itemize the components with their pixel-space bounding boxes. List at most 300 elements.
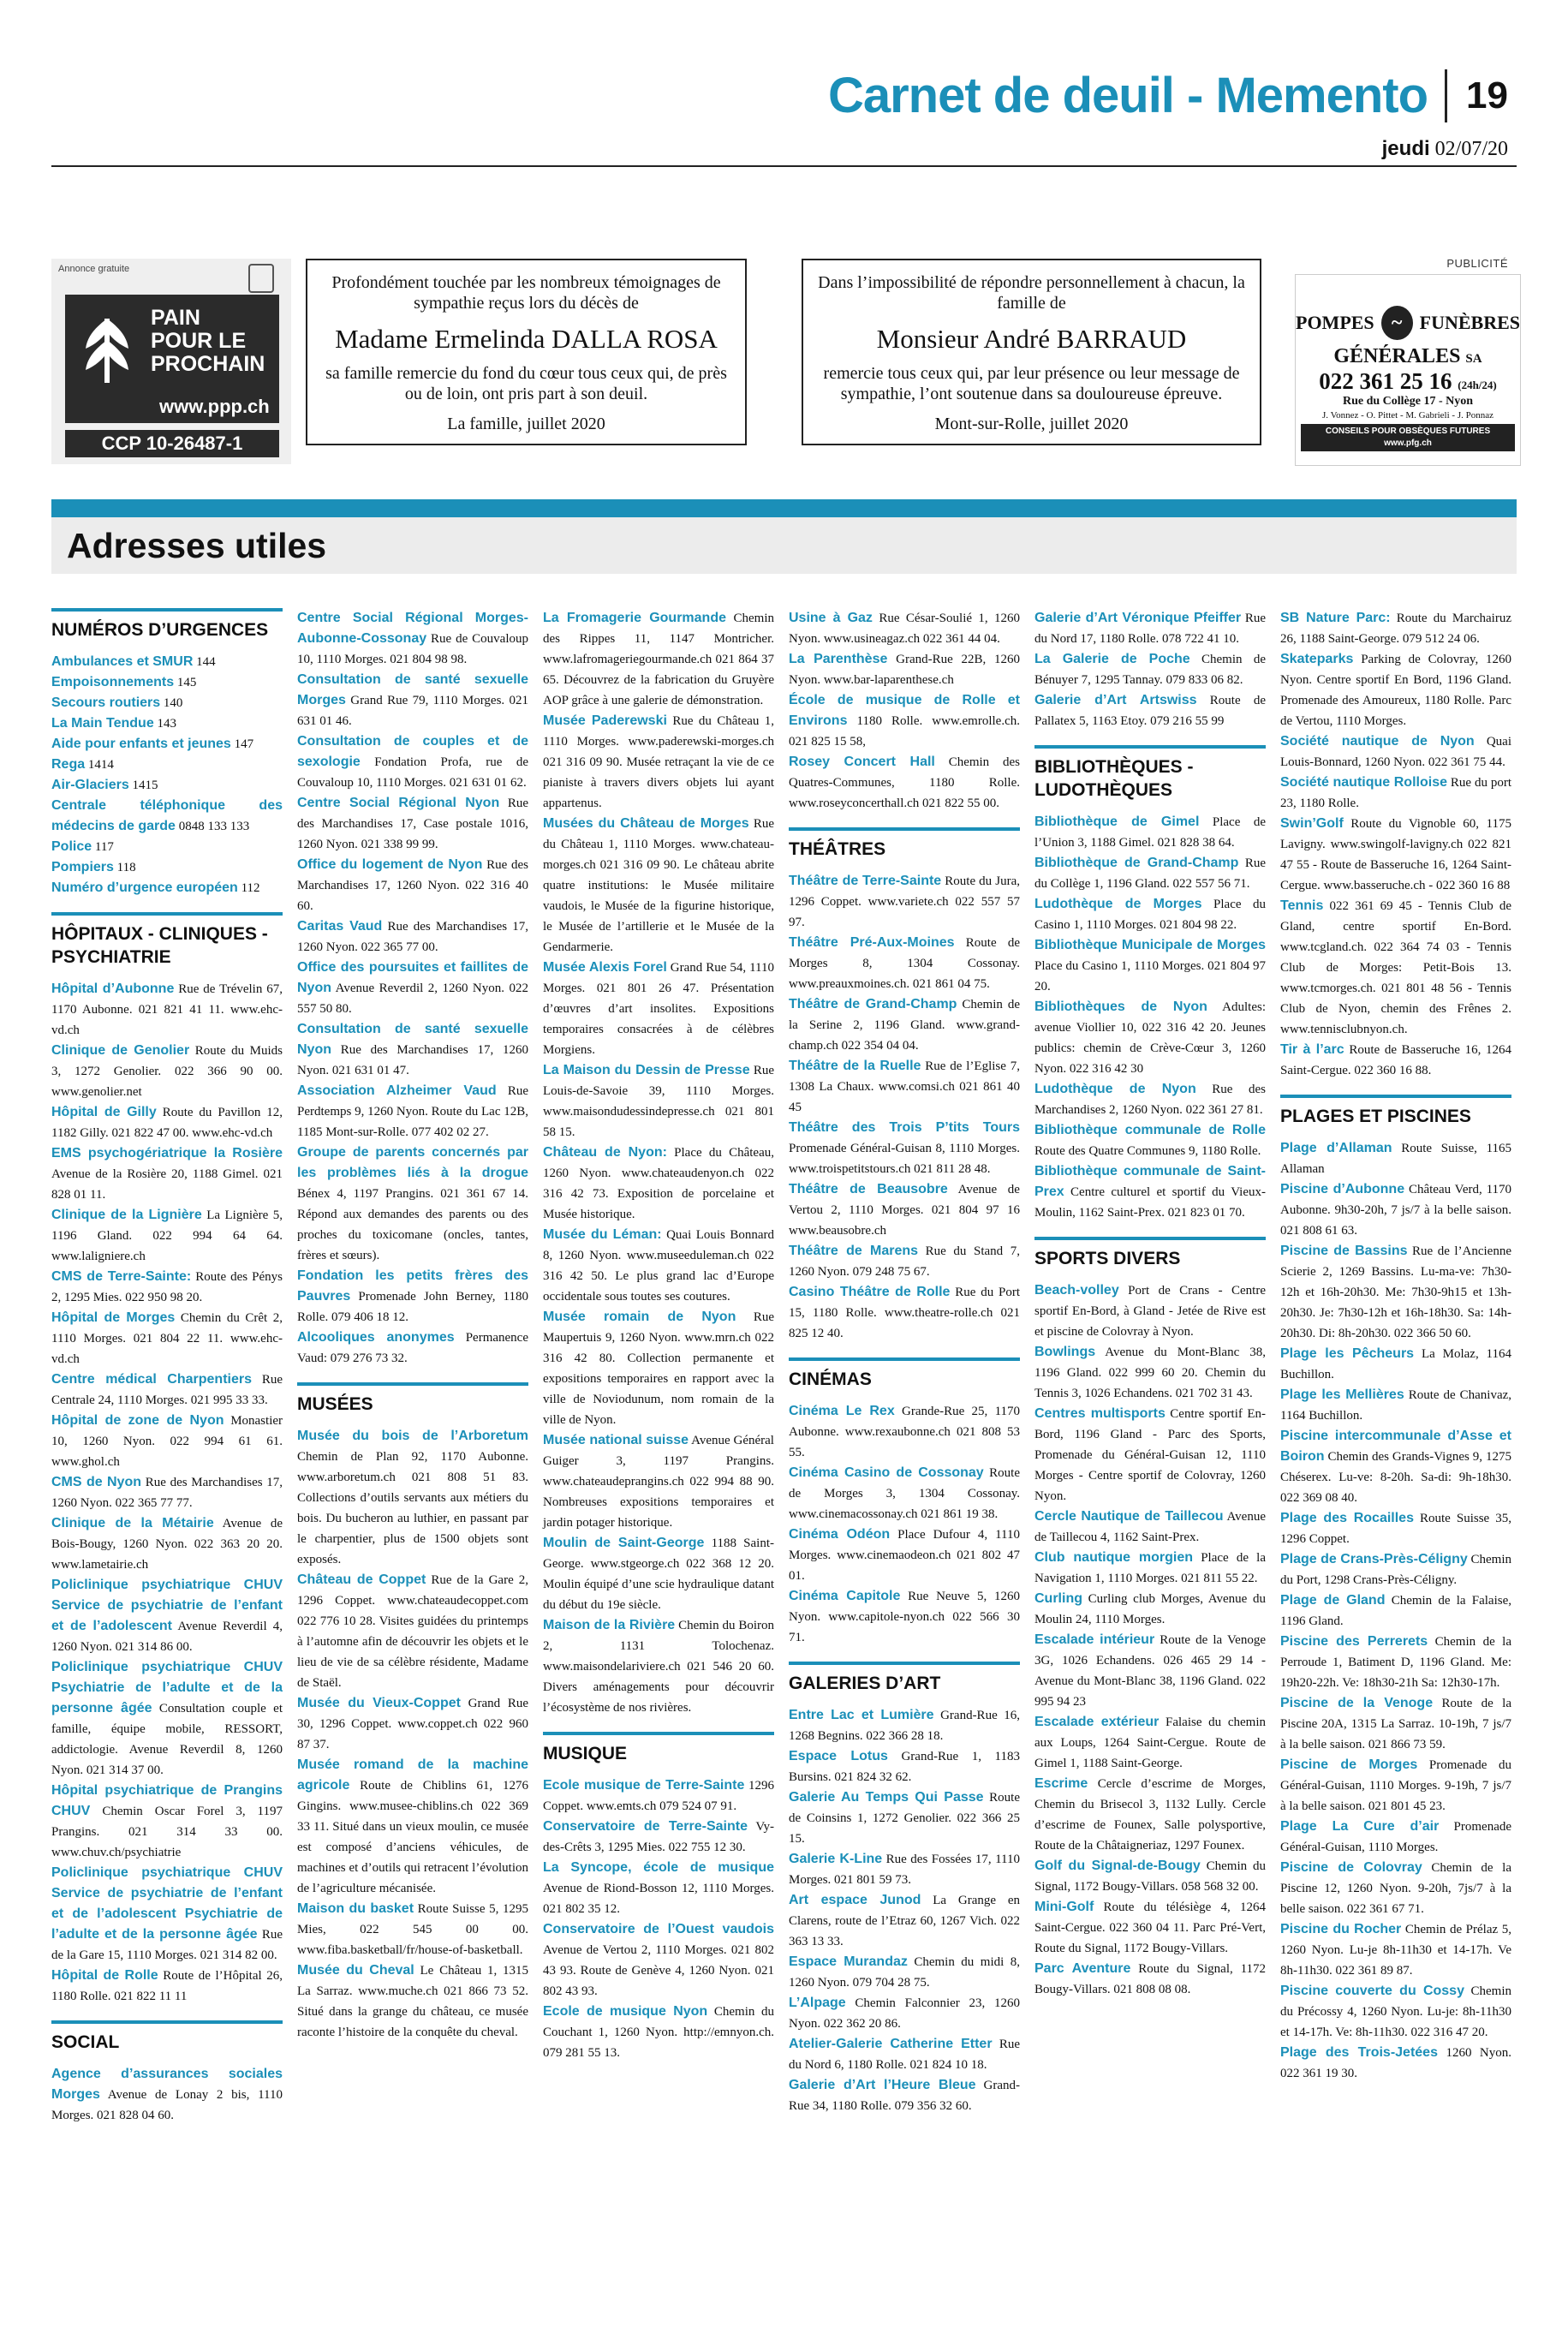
entry-name: Bowlings: [1034, 1345, 1096, 1359]
entry-name: Ludothèque de Morges: [1034, 897, 1202, 911]
address-entry: [1034, 1280, 1266, 1342]
address-entry: [789, 690, 1020, 752]
page-number: 19: [1466, 74, 1508, 116]
entry-name: Cercle Nautique de Taillecou: [1034, 1509, 1224, 1524]
entry-details: Port de Crans - Centre sportif En-Bord, à Gland - Jetée de Rive est et piscine de Colovray à Nyon.: [1034, 1284, 1267, 1339]
entry-name: SB Nature Parc:: [1280, 611, 1391, 625]
notice-name: Madame Ermelinda DALLA ROSA: [335, 324, 718, 354]
address-entry: [543, 1533, 774, 1615]
entry-details: Chemin de la Falaise, 1196 Gland.: [1280, 1594, 1511, 1628]
address-entry: [1280, 1919, 1511, 1981]
address-entry: [543, 1430, 774, 1533]
section-title: Adresses utiles: [51, 517, 1517, 574]
section-heading: MUSIQUE: [543, 1732, 774, 1765]
address-entry: [1034, 812, 1266, 853]
section-heading: THÉÂTRES: [789, 827, 1020, 861]
entry-details: Cercle d’escrime de Morges, Chemin du Brisecol 3, 1132 Lully. Cercle d’escrime de Founex, Salle polysportive, Route de la Châtaigneriaz, 1297 Founex.: [1034, 1777, 1266, 1853]
dateline: [1382, 137, 1508, 161]
dove-logo-icon: ~: [1381, 306, 1413, 340]
entry-details: Fondation Profa, rue de Couvaloup 10, 1110 Morges. 021 631 01 62.: [297, 755, 528, 790]
entry-name: Musée du Cheval: [297, 1963, 414, 1978]
address-entry: [789, 752, 1020, 814]
column-1: [51, 608, 283, 2295]
entry-name: Centrale téléphonique des médecins de garde: [51, 798, 283, 833]
entry-name: Escrime: [1034, 1776, 1088, 1791]
entry-details: Chemin Oscar Forel 3, 1197 Prangins. 021 314 33 00. www.chuv.ch/psychiatrie: [51, 1805, 283, 1859]
entry-details: Avenue Général Guiger 3, 1197 Prangins. www.chateaudeprangins.ch 022 994 88 90. Nombreuses expositions temporaires et jardin potager historique.: [543, 1434, 774, 1530]
address-entry: [789, 1746, 1020, 1787]
entry-name: Centre Social Régional Morges-Aubonne-Cossonay: [297, 611, 528, 646]
entry-name: Plage d’Allaman: [1280, 1141, 1392, 1155]
entry-details: Place de la Navigation 1, 1110 Morges. 021 811 55 22.: [1034, 1551, 1267, 1585]
address-entry: [1034, 1161, 1266, 1223]
entry-name: Château de Coppet: [297, 1572, 426, 1587]
entry-name: Cinéma Le Rex: [789, 1404, 895, 1418]
address-entry: [1280, 1549, 1511, 1590]
address-entry: [51, 1143, 283, 1205]
address-entry: [297, 958, 528, 1019]
column-3: [543, 608, 774, 2295]
date-day: jeudi: [1381, 137, 1430, 160]
entry-name: Cinéma Capitole: [789, 1589, 901, 1603]
entry-details: Château Verd, 1170 Aubonne. 9h30-20h, 7 js/7 à la belle saison. 021 808 61 63.: [1280, 1183, 1512, 1238]
entry-details: Route de Morges 3, 1304 Cossonay. www.cinemacossonay.ch 021 861 19 38.: [789, 1466, 1020, 1521]
ad-pompes-funebres: [1295, 274, 1521, 466]
entry-details: Rue de l’Eglise 7, 1308 La Chaux. www.comsi.ch 021 861 40 45: [789, 1059, 1020, 1114]
address-entry: [1280, 1040, 1511, 1081]
publicite-label: PUBLICITÉ: [1446, 257, 1508, 270]
address-entry: [51, 2064, 283, 2126]
address-entry: [543, 1143, 774, 1225]
address-entry: [51, 1205, 283, 1267]
entry-name: Clinique de Genolier: [51, 1043, 190, 1058]
address-entry: [789, 649, 1020, 690]
entry-details: Chemin des Grands-Vignes 9, 1275 Chéserex. Lu-ve: 8-20h. Sa-di: 9h-18h30. 022 369 08 40.: [1280, 1450, 1512, 1505]
entry-details: 143: [157, 717, 176, 731]
entry-name: Aide pour enfants et jeunes: [51, 737, 231, 751]
annonce-gratuite-label: Annonce gratuite: [58, 264, 130, 274]
entry-details: Vy-des-Crêts 3, 1295 Mies. 022 755 12 30.: [543, 1820, 774, 1854]
address-entry: [297, 1755, 528, 1899]
entry-name: Moulin de Saint-George: [543, 1536, 705, 1550]
entry-name: Pompiers: [51, 860, 114, 874]
entry-details: Quai Louis Bonnard 8, 1260 Nyon. www.museeduleman.ch 022 316 42 50. Le plus grand lac d’Europe occidentale sous toutes ses coutures.: [543, 1228, 775, 1304]
address-entry: [543, 1919, 774, 2002]
entry-details: Chemin du Précossy 4, 1260 Nyon. Lu-je: 8h-11h30 et 14-17h. Ve: 8h-11h30. 022 316 47 20.: [1280, 1984, 1511, 2039]
entry-details: Route Suisse 35, 1296 Coppet.: [1280, 1512, 1511, 1546]
address-entry: [51, 1308, 283, 1369]
entry-name: Policlinique psychiatrique CHUV Psychiatrie de l’adulte et de la personne âgée: [51, 1660, 283, 1715]
ppp-url: www.ppp.ch: [159, 396, 270, 417]
entry-details: Avenue de Riond-Bosson 12, 1110 Morges. 021 802 35 12.: [543, 1882, 774, 1916]
date: 02/07/20: [1434, 138, 1508, 160]
pf-sa: SA: [1465, 352, 1482, 366]
entry-name: Galerie d’Art Véronique Pfeiffer: [1034, 611, 1242, 625]
address-entry: [51, 1863, 283, 1966]
entry-details: Chemin de Bénuyer 7, 1295 Tannay. 079 833 06 82.: [1034, 653, 1266, 687]
pf-phone-note: (24h/24): [1458, 379, 1497, 391]
entry-name: La Parenthèse: [789, 652, 888, 666]
address-entry: [1034, 1959, 1266, 2000]
entry-details: Route de Chiblins 61, 1276 Gingins. www.musee-chiblins.ch 022 369 33 11. Situé dans un vieux moulin, ce musée est composé d’anciens véhicules, de machines et d’outils qui retracent l’évolution de l’agriculture mécanisée.: [297, 1779, 528, 1895]
address-entry: [1034, 1897, 1266, 1959]
header-rule: [51, 165, 1517, 167]
address-entry: [1034, 894, 1266, 935]
entry-name: Piscine d’Aubonne: [1280, 1182, 1405, 1196]
address-entry: [1034, 997, 1266, 1079]
entry-name: Théâtre de Terre-Sainte: [789, 874, 942, 888]
notice-signature: Mont-sur-Rolle, juillet 2020: [934, 415, 1129, 433]
entry-details: Curling club Morges, Avenue du Moulin 24, 1110 Morges.: [1034, 1592, 1266, 1626]
entry-details: La Lignière 5, 1196 Gland. 022 994 64 64. www.laligniere.ch: [51, 1208, 283, 1263]
entry-details: Rue Neuve 5, 1260 Nyon. www.capitole-nyon.ch 022 566 30 71.: [789, 1590, 1020, 1644]
address-entry: [1034, 690, 1266, 731]
address-entry: [297, 1899, 528, 1960]
section-heading: HÔPITAUX - CLINIQUES - PSYCHIATRIE: [51, 912, 283, 969]
address-entry: [51, 1041, 283, 1102]
entry-name: Galerie K-Line: [789, 1852, 883, 1866]
entry-details: Chemin des Rippes 11, 1147 Montricher. www.lafromageriegourmande.ch 021 864 37 65. Découvrez de la fabrication du Gruyère AOP grâce à une galerie de démonstration.: [543, 612, 774, 707]
address-entry: [51, 878, 283, 898]
entry-name: Théâtre de la Ruelle: [789, 1059, 921, 1073]
entry-details: Chemin du midi 8, 1260 Nyon. 079 704 28 75.: [789, 1955, 1020, 1990]
entry-details: 147: [234, 737, 254, 751]
entry-name: Police: [51, 839, 92, 854]
pf-band-text: CONSEILS POUR OBSÈQUES FUTURES: [1325, 427, 1491, 436]
entry-details: Promenade du Général-Guisan, 1110 Morges. 9-19h, 7 js/7 à la belle saison. 021 801 45 23.: [1280, 1758, 1511, 1813]
entry-details: Route de Morges 8, 1304 Cossonay. www.preauxmoines.ch. 021 861 04 75.: [789, 936, 1020, 991]
notice-body: sa famille remercie du fond du cœur tous ceux qui, de près ou de loin, ont pris part à son deuil.: [325, 364, 727, 403]
entry-details: Centre culturel et sportif du Vieux-Moulin, 1162 Saint-Prex. 021 823 01 70.: [1034, 1185, 1267, 1220]
address-entry: [789, 1524, 1020, 1586]
address-entry: [1280, 773, 1511, 814]
entry-details: Rue du Stand 7, 1260 Nyon. 079 248 75 67.: [789, 1244, 1020, 1279]
entry-name: Consultation de santé sexuelle Morges: [297, 672, 528, 707]
entry-name: Plage les Pêcheurs: [1280, 1346, 1415, 1361]
entry-name: Maison de la Rivière: [543, 1618, 676, 1632]
notice-signature: La famille, juillet 2020: [447, 415, 605, 433]
address-entry: [1280, 1138, 1511, 1179]
address-entry: [1280, 1632, 1511, 1693]
entry-details: Route de la Piscine 20A, 1315 La Sarraz. 10-19h, 7 js/7 à la belle saison. 021 866 73 59.: [1280, 1697, 1511, 1751]
address-entry: [789, 871, 1020, 933]
entry-details: Route du Marchairuz 26, 1188 Saint-George. 079 512 24 06.: [1280, 612, 1511, 646]
entry-name: Numéro d’urgence européen: [51, 880, 238, 895]
pf-header: [1296, 306, 1520, 340]
address-entry: [1034, 1630, 1266, 1712]
section-accent-bar: [51, 499, 1517, 518]
entry-name: Plage de Gland: [1280, 1593, 1386, 1608]
entry-name: Théâtre Pré-Aux-Moines: [789, 935, 955, 950]
entry-name: Policlinique psychiatrique CHUV Service de psychiatrie de l’enfant et de l’adolescent Psychiatrie de l’adulte et de la personne âgée: [51, 1865, 283, 1942]
address-entry: [789, 1241, 1020, 1282]
pf-generales: [1296, 345, 1520, 368]
notice-name: Monsieur André BARRAUD: [876, 324, 1187, 354]
entry-name: Musée national suisse: [543, 1433, 689, 1447]
entry-name: Tennis: [1280, 898, 1324, 913]
entry-name: Piscine intercommunale d’Asse et Boiron: [1280, 1429, 1511, 1464]
entry-name: Usine à Gaz: [789, 611, 873, 625]
entry-name: Hôpital de Rolle: [51, 1968, 158, 1983]
entry-details: Rue de Trévelin 67, 1170 Aubonne. 021 821 41 11. www.ehc-vd.ch: [51, 982, 283, 1037]
address-entry: [51, 1513, 283, 1575]
entry-details: Rue des Marchandises 17, 1260 Nyon. 022 316 40 60.: [297, 858, 528, 913]
entry-details: Chemin du Boiron 2, 1131 Tolochenaz. www.maisondelariviere.ch 021 546 20 60. Divers aménagements pour découvrir l’écosystème de nos rivières.: [543, 1619, 774, 1715]
entry-name: Plage La Cure d’air: [1280, 1819, 1440, 1834]
address-entry: [1034, 608, 1266, 649]
address-entry: [543, 814, 774, 958]
entry-details: Rue de la Gare 2, 1296 Coppet. www.chateaudecoppet.com 022 776 10 28. Visites guidées du printemps à l’automne afin de découvrir les objets et le lieu de vie de sa célèbre résidente, Madame de Staël.: [297, 1573, 529, 1690]
entry-details: Grand Rue 30, 1296 Coppet. www.coppet.ch 022 960 87 37.: [297, 1697, 528, 1751]
entry-name: Musée Alexis Forel: [543, 960, 667, 975]
entry-details: Chemin du Port, 1298 Crans-Près-Céligny.: [1280, 1553, 1511, 1587]
entry-name: Bibliothèque de Grand-Champ: [1034, 856, 1239, 870]
entry-name: Bibliothèque Municipale de Morges: [1034, 938, 1266, 952]
entry-details: Rue Perdtemps 9, 1260 Nyon. Route du Lac 12B, 1185 Mont-sur-Rolle. 077 402 02 27.: [297, 1084, 529, 1139]
entry-details: La Molaz, 1164 Buchillon.: [1280, 1347, 1511, 1381]
address-entry: [51, 1657, 283, 1781]
address-entry: [51, 979, 283, 1041]
entry-name: Musée du bois de l’Arboretum: [297, 1429, 528, 1443]
address-entry: [1034, 1548, 1266, 1589]
entry-name: Groupe de parents concernés par les problèmes liés à la drogue: [297, 1145, 528, 1180]
entry-name: Air-Glaciers: [51, 778, 129, 792]
entry-details: 145: [176, 676, 197, 689]
entry-details: Grand-Rue 34, 1180 Rolle. 079 356 32 60.: [789, 2079, 1021, 2113]
column-2: [297, 608, 528, 2295]
entry-details: Avenue de la Rosière 20, 1188 Gimel. 021 828 01 11.: [51, 1167, 283, 1202]
entry-name: Conservatoire de l’Ouest vaudois: [543, 1922, 774, 1936]
address-entry: [51, 1472, 283, 1513]
entry-name: Société nautique de Nyon: [1280, 734, 1475, 749]
entry-details: 118: [116, 861, 136, 874]
address-entry: [1280, 649, 1511, 731]
entry-details: Parking de Colovray, 1260 Nyon. Centre sportif En Bord, 1196 Gland. Promenade des Amoureux, 1180 Rolle. Parc de Vertou, 1110 Morges.: [1280, 653, 1511, 728]
address-entry: [1034, 1774, 1266, 1856]
entry-name: Consultation de couples et de sexologie: [297, 734, 528, 769]
address-entry: [297, 916, 528, 958]
address-entry: [1280, 1344, 1511, 1385]
address-entry: [543, 1225, 774, 1307]
entry-name: Clinique de la Lignière: [51, 1208, 202, 1222]
entry-name: Alcooliques anonymes: [297, 1330, 455, 1345]
entry-name: Théâtre de Marens: [789, 1244, 919, 1258]
entry-details: Route de Coinsins 1, 1272 Genolier. 022 366 25 15.: [789, 1791, 1021, 1846]
wheat-logo-icon: [77, 310, 137, 387]
address-entry: [1034, 853, 1266, 894]
entry-details: Route Suisse 5, 1295 Mies, 022 545 00 00. www.fiba.basketball/fr/house-of-basketball.: [297, 1902, 529, 1957]
address-entry: [789, 1401, 1020, 1463]
entry-name: Piscine de la Venoge: [1280, 1696, 1434, 1710]
entry-name: Association Alzheimer Vaud: [297, 1083, 497, 1098]
address-entry: [789, 1179, 1020, 1241]
address-columns: [51, 608, 1517, 2295]
entry-name: Théâtre des Trois P’tits Tours: [789, 1120, 1020, 1135]
address-entry: [51, 796, 283, 837]
entry-details: Route de la Venoge 3G, 1026 Echandens. 026 465 29 14 - Avenue du Mont-Blanc 38, 1196 Gland. 022 995 94 23: [1034, 1633, 1267, 1709]
entry-name: Policlinique psychiatrique CHUV Service de psychiatrie de l’enfant et de l’adolescent: [51, 1578, 283, 1633]
entry-name: Plage des Trois-Jetées: [1280, 2045, 1438, 2060]
entry-details: Rue du Collège 1, 1196 Gland. 022 557 56 71.: [1034, 856, 1266, 891]
pf-address: Rue du Collège 17 - Nyon: [1342, 395, 1474, 408]
entry-details: Place de l’Union 3, 1188 Gimel. 021 828 38 64.: [1034, 815, 1267, 850]
address-entry: [297, 731, 528, 793]
address-entry: [51, 693, 283, 713]
entry-name: Hôpital de Morges: [51, 1310, 176, 1325]
entry-details: Rue de l’Ancienne Scierie 2, 1269 Bassins. Lu-ma-ve: 7h30-12h et 16h-20h30. Me: 7h30-9h15 et 13h-20h30. Je: 7h30-12h et 16h-18h30. Sa: 14h-20h30. Di: 8h-20h30. 022 366 50 60.: [1280, 1244, 1511, 1340]
address-entry: [789, 1890, 1020, 1952]
entry-name: Ludothèque de Nyon: [1034, 1082, 1196, 1096]
entry-name: Centre Social Régional Nyon: [297, 796, 500, 810]
address-entry: [1280, 731, 1511, 773]
entry-details: Le Château 1, 1315 La Sarraz. www.muche.ch 021 866 73 52. Situé dans la grange du château, ce musée raconte l’histoire de la conquête du cheval.: [297, 1964, 529, 2039]
entry-details: Route du télésiège 4, 1264 Saint-Cergue. 022 360 04 11. Parc Pré-Vert, Route du Signal, 1172 Bougy-Villars.: [1034, 1900, 1266, 1955]
address-entry: [789, 1952, 1020, 1993]
entry-details: Quai Louis-Bonnard, 1260 Nyon. 022 361 75 44.: [1280, 735, 1511, 769]
entry-name: Empoisonnements: [51, 675, 175, 689]
entry-name: Musée du Vieux-Coppet: [297, 1696, 461, 1710]
address-entry: [51, 857, 283, 878]
entry-details: Route Suisse, 1165 Allaman: [1280, 1142, 1512, 1176]
entry-name: Musée romand de la machine agricole: [297, 1757, 528, 1793]
address-entry: [1034, 649, 1266, 690]
address-entry: [297, 793, 528, 855]
entry-name: Office des poursuites et faillites de Nyon: [297, 960, 528, 995]
entry-details: Avenue Reverdil 4, 1260 Nyon. 021 314 86 00.: [51, 1620, 283, 1654]
entry-name: Casino Théâtre de Rolle: [789, 1285, 951, 1299]
pf-phone: [1296, 368, 1520, 395]
address-entry: [543, 1817, 774, 1858]
entry-details: Avenue de Vertou 2, 1110 Morges. 021 802 43 93. Route de Genève 4, 1260 Nyon. 021 802 43 93.: [543, 1943, 774, 1998]
entry-name: L’Alpage: [789, 1996, 846, 2010]
address-entry: [1034, 1507, 1266, 1548]
entry-name: Hôpital psychiatrique de Prangins CHUV: [51, 1783, 283, 1818]
notice-intro: Dans l’impossibilité de répondre personnellement à chacun, la famille de: [818, 273, 1245, 313]
entry-details: Rue de la Gare 15, 1110 Morges. 021 314 82 00.: [51, 1928, 283, 1962]
ppp-panel: [65, 295, 279, 423]
entry-name: Office du logement de Nyon: [297, 857, 483, 872]
entry-details: Avenue de Taillecou 4, 1162 Saint-Prex.: [1034, 1510, 1266, 1544]
entry-name: EMS psychogériatrique la Rosière: [51, 1146, 283, 1161]
entry-details: Route du Muids 3, 1272 Genolier. 022 366 90 00. www.genolier.net: [51, 1044, 283, 1099]
entry-name: Bibliothèque communale de Saint-Prex: [1034, 1164, 1266, 1199]
address-entry: [543, 1060, 774, 1143]
entry-details: Grand Rue 79, 1110 Morges. 021 631 01 46.: [297, 694, 529, 728]
entry-name: Parc Aventure: [1034, 1961, 1131, 1976]
address-entry: [51, 1102, 283, 1143]
address-entry: [51, 1966, 283, 2007]
pf-names: J. Vonnez - O. Pittet - M. Gabrieli - J. Ponnaz: [1321, 410, 1493, 421]
address-entry: [1280, 1179, 1511, 1241]
address-entry: [1034, 1589, 1266, 1630]
entry-name: Bibliothèque de Gimel: [1034, 814, 1200, 829]
entry-details: 1180 Rolle. www.emrolle.ch. 021 825 15 58,: [789, 714, 1020, 749]
address-entry: [1280, 2043, 1511, 2084]
entry-name: Curling: [1034, 1591, 1082, 1606]
entry-details: Grand Rue 54, 1110 Morges. 021 801 26 47. Présentation d’œuvres d’art insolites. Expositions temporaires consacrées à de célèbres Morgiens.: [543, 961, 775, 1057]
entry-details: 022 361 69 45 - Tennis Club de Gland, centre sportif En-Bord. www.tcgland.ch. 022 364 74 03 - Tennis Club de Morges: Petit-Bois 13. www.tcmorges.ch. 021 801 48 56 - Tennis Club de Nyon, chemin des Frênes 2. www.tennisclubnyon.ch.: [1280, 899, 1511, 1036]
pf-phone-number: 022 361 25 16: [1319, 368, 1452, 394]
entry-details: Avenue de Lonay 2 bis, 1110 Morges. 021 828 04 60.: [51, 2088, 283, 2122]
entry-details: Permanence Vaud: 079 276 73 32.: [297, 1331, 528, 1365]
address-entry: [51, 713, 283, 734]
entry-name: CMS de Terre-Sainte:: [51, 1269, 192, 1284]
entry-name: Château de Nyon:: [543, 1145, 667, 1160]
address-entry: [297, 1019, 528, 1081]
address-entry: [297, 670, 528, 731]
entry-name: Tir à l’arc: [1280, 1042, 1344, 1057]
address-entry: [51, 734, 283, 755]
entry-details: 1414: [87, 758, 114, 772]
entry-name: Hôpital d’Aubonne: [51, 982, 175, 996]
entry-details: Rue des Marchandises 2, 1260 Nyon. 022 361 27 81.: [1034, 1083, 1266, 1117]
ad-pain-pour-le-prochain: [51, 259, 291, 464]
title-separator: [1445, 69, 1447, 122]
entry-details: Bénex 4, 1197 Prangins. 021 361 67 14. Répond aux demandes des parents ou des proches du toxicomane (oncles, tantes, frères et sœurs).: [297, 1187, 528, 1262]
entry-name: Musée du Léman:: [543, 1227, 662, 1242]
entry-name: Ecole musique de Terre-Sainte: [543, 1778, 745, 1793]
entry-name: Musée romain de Nyon: [543, 1310, 736, 1324]
entry-details: Rue Louis-de-Savoie 39, 1110 Morges. www.maisondudessindepresse.ch 021 801 58 15.: [543, 1064, 774, 1139]
entry-name: Rega: [51, 757, 86, 772]
entry-details: Place du Casino 1, 1110 Morges. 021 804 98 22.: [1034, 898, 1267, 932]
address-entry: [297, 1693, 528, 1755]
address-entry: [1034, 935, 1266, 997]
entry-details: 140: [163, 696, 183, 710]
address-entry: [789, 1705, 1020, 1746]
column-6: [1280, 608, 1511, 2295]
entry-details: Rue des Marchandises 17, 1260 Nyon. 022 365 77 00.: [297, 920, 529, 954]
column-5: [1034, 608, 1266, 2295]
entry-details: Place du Château, 1260 Nyon. www.chateaudenyon.ch 022 316 42 73. Exposition de porcelaine et Musée historique.: [543, 1146, 774, 1221]
entry-details: Chemin du Couchant 1, 1260 Nyon. http://emnyon.ch. 079 281 55 13.: [543, 2005, 775, 2060]
entry-name: Maison du basket: [297, 1901, 414, 1916]
address-entry: [789, 1586, 1020, 1648]
entry-name: Swin’Golf: [1280, 816, 1344, 831]
address-entry: [1280, 1508, 1511, 1549]
entry-details: Rue du Nord 6, 1180 Rolle. 021 824 10 18.: [789, 2038, 1020, 2072]
address-entry: [51, 1267, 283, 1308]
entry-details: Adultes: avenue Viollier 10, 022 316 42 20. Jeunes publics: chemin de Crève-Cœur 3, 1260 Nyon. 022 316 42 30: [1034, 1000, 1266, 1076]
entry-details: Place du Casino 1, 1110 Morges. 021 804 97 20.: [1034, 959, 1266, 993]
section-heading: PLAGES ET PISCINES: [1280, 1095, 1511, 1128]
entry-name: Atelier-Galerie Catherine Etter: [789, 2037, 993, 2051]
entry-name: Fondation les petits frères des Pauvres: [297, 1268, 528, 1304]
section-heading: GALERIES D’ART: [789, 1662, 1020, 1695]
address-entry: [1280, 1817, 1511, 1858]
address-entry: [789, 933, 1020, 994]
entry-details: Chemin du Signal, 1172 Bougy-Villars. 058 568 32 00.: [1034, 1859, 1267, 1894]
address-entry: [1280, 1241, 1511, 1344]
entry-details: Route de Chanivaz, 1164 Buchillon.: [1280, 1388, 1512, 1423]
address-entry: [789, 2075, 1020, 2116]
ppp-line2: POUR LE: [151, 329, 247, 353]
entry-details: Centre sportif En-Bord, 1196 Gland - Parc des Sports, Promenade du Général-Guisan 12, 1110 Morges - Centre sportif de Colovray, 1260 Nyon.: [1034, 1407, 1266, 1503]
address-entry: [1280, 814, 1511, 896]
entry-name: La Main Tendue: [51, 716, 154, 731]
address-entry: [297, 1960, 528, 2043]
entry-details: Route des Quatre Communes 9, 1180 Rolle.: [1034, 1144, 1261, 1158]
entry-details: Rue du Château 1, 1110 Morges. www.chateau-morges.ch 021 316 09 90. Le château abrite quatre institutions: le Musée militaire vaudois, le Musée de la figurine historique, le Musée de l’artillerie et le Musée de la Gendarmerie.: [543, 817, 775, 954]
address-entry: [51, 755, 283, 775]
address-entry: [789, 1463, 1020, 1524]
address-entry: [789, 1787, 1020, 1849]
entry-name: Golf du Signal-de-Bougy: [1034, 1859, 1201, 1873]
entry-name: Espace Lotus: [789, 1749, 888, 1763]
entry-details: Chemin de Prélaz 5, 1260 Nyon. Lu-je 8h-11h30 et 14-17h. Ve 8h-11h30. 022 361 89 87.: [1280, 1923, 1512, 1978]
address-entry: [543, 958, 774, 1060]
entry-details: Chemin des Quatres-Communes, 1180 Rolle. www.roseyconcerthall.ch 021 822 55 00.: [789, 755, 1021, 810]
